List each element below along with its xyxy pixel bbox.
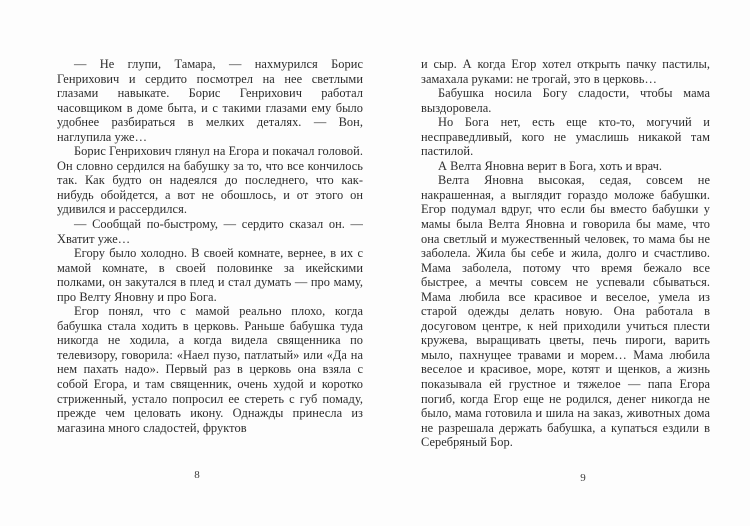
paragraph: Егору было холодно. В своей комнате, вернее, в их с мамой комнате, в своей половинке за икейскими полками, он закутался в плед и стал думать — про маму, про Велту Яновну и про Бога. [57, 246, 363, 304]
page-number-left: 8 [194, 469, 200, 481]
paragraph: Велта Яновна высокая, седая, совсем не накрашенная, а выглядит гораздо моложе бабушки. Егор подумал вдруг, что если бы вместо бабушки у мамы была Велта Яновна и говорила бы маме, что она светлый и мужественный человек, то мама бы не заболела. Жила бы себе и жила, долго и счастливо. Мама заболела, потому что время бежало все быстрее, а мечты совсем не успевали сбываться. Мама любила все красивое и веселое, умела из старой одежды делать новую. Она работала в досуговом центре, к ней приходили учиться плести кружева, выращивать цветы, печь пироги, варить мыло, пахнущее травами и морем… Мама любила веселое и красивое, море, котят и щенков, а жизнь показывала ей грустное и тяжелое — папа Егора погиб, когда Егор еще не родился, денег никогда не было, мама готовила и шила на заказ, животных дома не разрешала держать бабушка, а купаться ездили в Серебряный Бор. [421, 173, 710, 450]
paragraph: Борис Генрихович глянул на Егора и покачал головой. Он словно сердился на бабушку за то, что все кончилось так. Как будто он надеялся до последнего, что как-нибудь обойдется, а вот не обошлось, и от этого он удивился и рассердился. [57, 144, 363, 217]
paragraph: Но Бога нет, есть еще кто-то, могучий и несправедливый, кого не умаслишь никакой там пастилой. [421, 115, 710, 159]
paragraph: Егор понял, что с мамой реально плохо, когда бабушка стала ходить в церковь. Раньше бабушка туда никогда не ходила, а когда видела священника по телевизору, говорила: «Наел пузо, патлатый» или «Да на нем пахать надо». Первый раз в церковь она взяла с собой Егора, и там священник, очень худой и коротко стриженный, устало попросил ее стереть с губ помаду, прежде чем целовать икону. Однажды принесла из магазина много сладостей, фруктов [57, 304, 363, 435]
left-page-text [57, 57, 363, 435]
right-page-text [421, 57, 710, 450]
paragraph: — Сообщай по-быстрому, — сердито сказал он. — Хватит уже… [57, 217, 363, 246]
page-number-right: 9 [580, 472, 586, 484]
paragraph: и сыр. А когда Егор хотел открыть пачку пастилы, замахала руками: не трогай, это в церковь… [421, 57, 710, 86]
paragraph: — Не глупи, Тамара, — нахмурился Борис Генрихович и сердито посмотрел на нее светлыми глазами навыкате. Борис Генрихович работал часовщиком в доме быта, и с такими глазами ему было удобнее разбираться в мелких деталях. — Вон, наглупила уже… [57, 57, 363, 144]
paragraph: Бабушка носила Богу сладости, чтобы мама выздоровела. [421, 86, 710, 115]
paragraph: А Велта Яновна верит в Бога, хоть и врач. [438, 158, 663, 173]
